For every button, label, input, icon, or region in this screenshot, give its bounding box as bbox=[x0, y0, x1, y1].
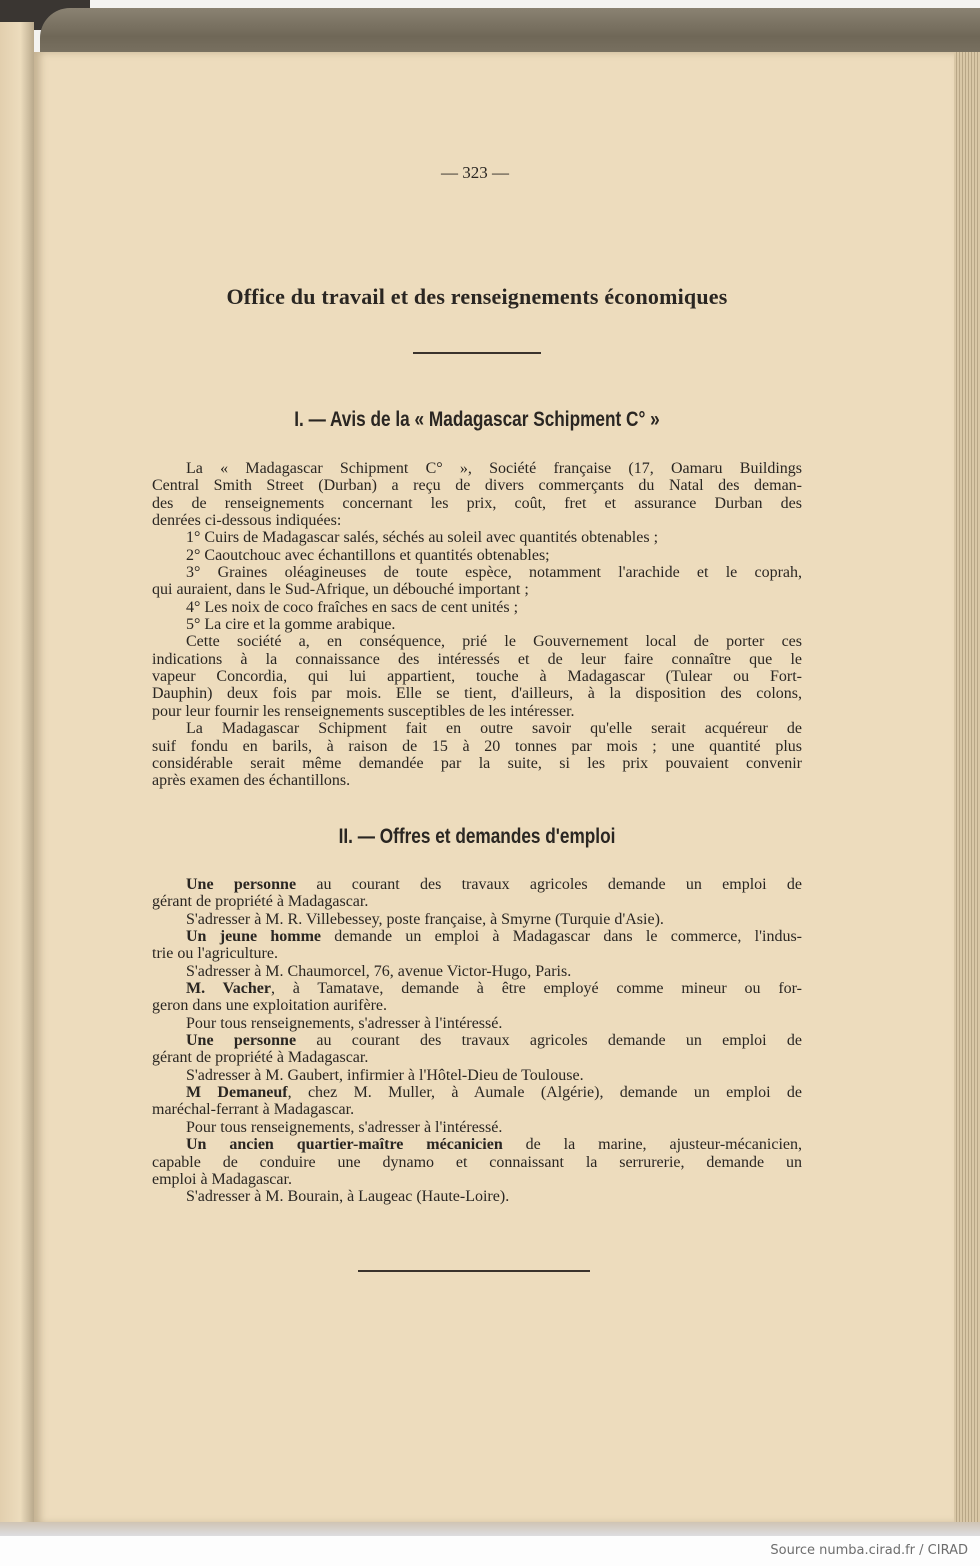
line-text: emploi à Madagascar. bbox=[152, 1170, 292, 1188]
text-line bbox=[152, 963, 802, 980]
text-line bbox=[152, 997, 802, 1014]
line-text: geron dans une exploitation aurifère. bbox=[152, 997, 388, 1015]
text-line bbox=[152, 512, 802, 529]
line-text: La « Madagascar Schipment C° », Société française (17, Oamaru Buildings bbox=[186, 460, 802, 477]
text-line bbox=[152, 772, 802, 789]
text-line bbox=[152, 599, 802, 616]
text-line bbox=[152, 1188, 802, 1205]
page-bottom-shadow bbox=[0, 1522, 980, 1536]
line-text: au courant des travaux agricoles demande un emploi de bbox=[296, 1032, 802, 1050]
text-line bbox=[152, 911, 802, 928]
line-text: 3° Graines oléagineuses de toute espèce, notamment l'arachide et le coprah, bbox=[186, 564, 802, 582]
text-line bbox=[152, 876, 802, 893]
line-text: qui auraient, dans le Sud-Afrique, un débouché important ; bbox=[152, 581, 529, 599]
line-text: suif fondu en barils, à raison de 15 à 20 tonnes par mois ; une quantité plus bbox=[152, 737, 802, 755]
text-line bbox=[152, 1032, 802, 1049]
line-text: Pour tous renseignements, s'adresser à l'intéressé. bbox=[186, 1014, 503, 1032]
text-line bbox=[152, 685, 802, 702]
line-text: S'adresser à M. Bourain, à Laugeac (Haute-Loire). bbox=[186, 1188, 510, 1206]
line-text: Pour tous renseignements, s'adresser à l'intéressé. bbox=[186, 1118, 503, 1136]
text-line bbox=[152, 668, 802, 685]
line-text: indications à la connaissance des intéressés et de leur faire connaître que le bbox=[152, 650, 802, 668]
line-text: de la marine, ajusteur-mécanicien, bbox=[502, 1136, 802, 1154]
page-number: — 323 — bbox=[441, 163, 509, 182]
source-credit: Source numba.cirad.fr / CIRAD bbox=[770, 1543, 968, 1558]
line-text: , chez M. Muller, à Aumale (Algérie), demande un emploi de bbox=[287, 1084, 802, 1102]
line-text: S'adresser à M. Gaubert, infirmier à l'Hôtel-Dieu de Toulouse. bbox=[186, 1066, 584, 1084]
text-line bbox=[152, 928, 802, 945]
line-text: pour leur fournir les renseignements susceptibles de les intéresser. bbox=[152, 702, 575, 720]
text-line bbox=[152, 703, 802, 720]
text-line bbox=[152, 1015, 802, 1032]
line-text: demande un emploi à Madagascar dans le commerce, l'indus- bbox=[321, 928, 802, 946]
text-line bbox=[152, 581, 802, 598]
text-line bbox=[152, 720, 802, 737]
line-text: des de renseignements concernant les prix, coût, fret et assurance Durban des bbox=[152, 494, 802, 512]
text-line bbox=[152, 1067, 802, 1084]
text-line bbox=[152, 893, 802, 910]
book-page-edges bbox=[40, 8, 980, 56]
section-1-heading: I. — Avis de la « Madagascar Schipment C° » bbox=[294, 408, 660, 431]
line-text: 2° Caoutchouc avec échantillons et quantités obtenables; bbox=[186, 546, 550, 564]
page-title: Office du travail et des renseignements économiques bbox=[226, 284, 728, 309]
line-text: 4° Les noix de coco fraîches en sacs de cent unités ; bbox=[186, 598, 519, 616]
end-divider bbox=[358, 1270, 590, 1272]
text-line bbox=[152, 980, 802, 997]
line-text: , à Tamatave, demande à être employé comme mineur ou for- bbox=[270, 980, 802, 998]
text-line bbox=[152, 945, 802, 962]
bold-lead: Un ancien quartier-maître mécanicien bbox=[186, 1136, 503, 1154]
line-text: gérant de propriété à Madagascar. bbox=[152, 893, 369, 911]
line-text: Central Smith Street (Durban) a reçu de divers commerçants du Natal des deman- bbox=[152, 477, 802, 495]
text-line bbox=[152, 460, 802, 477]
line-text: gérant de propriété à Madagascar. bbox=[152, 1049, 369, 1067]
line-text: trie ou l'agriculture. bbox=[152, 945, 278, 963]
text-line bbox=[152, 738, 802, 755]
bold-lead: Un jeune homme bbox=[186, 928, 322, 946]
line-text: denrées ci-dessous indiquées: bbox=[152, 512, 342, 530]
line-text: S'adresser à M. Chaumorcel, 76, avenue Victor-Hugo, Paris. bbox=[186, 962, 572, 980]
text-line bbox=[152, 633, 802, 650]
text-line bbox=[152, 755, 802, 772]
text-line bbox=[152, 477, 802, 494]
bold-lead: Une personne bbox=[186, 1032, 297, 1050]
page-stack-edge bbox=[954, 52, 980, 1522]
bold-lead: M. Vacher bbox=[186, 980, 271, 998]
line-text: Cette société a, en conséquence, prié le Gouvernement local de porter ces bbox=[186, 633, 802, 651]
text-line bbox=[152, 616, 802, 633]
line-text: capable de conduire une dynamo et connaissant la serrurerie, demande un bbox=[152, 1153, 802, 1171]
line-text: Dauphin) deux fois par mois. Elle se tient, d'ailleurs, à la disposition des colons, bbox=[152, 685, 802, 703]
section-2-body bbox=[152, 876, 802, 1206]
section-2-heading: II. — Offres et demandes d'emploi bbox=[338, 825, 616, 848]
text-line bbox=[152, 1101, 802, 1118]
text-line bbox=[152, 1136, 802, 1153]
left-page-strip bbox=[0, 22, 34, 1522]
line-text: vapeur Concordia, qui lui appartient, touche à Madagascar (Tulear ou Fort- bbox=[152, 668, 802, 686]
bold-lead: Une personne bbox=[186, 876, 297, 893]
line-text: 5° La cire et la gomme arabique. bbox=[186, 616, 396, 634]
text-line bbox=[152, 651, 802, 668]
text-line bbox=[152, 1049, 802, 1066]
title-divider bbox=[413, 352, 541, 354]
line-text: La Madagascar Schipment fait en outre savoir qu'elle serait acquéreur de bbox=[186, 720, 802, 738]
line-text: après examen des échantillons. bbox=[152, 772, 351, 790]
text-line bbox=[152, 1171, 802, 1188]
line-text: maréchal-ferrant à Madagascar. bbox=[152, 1101, 355, 1119]
text-line bbox=[152, 1119, 802, 1136]
text-line bbox=[152, 529, 802, 546]
text-line bbox=[152, 495, 802, 512]
line-text: considérable serait même demandée par la suite, si les prix pouvaient convenir bbox=[152, 754, 802, 772]
bold-lead: M Demaneuf bbox=[186, 1084, 288, 1102]
section-1-body bbox=[152, 460, 802, 790]
line-text: 1° Cuirs de Madagascar salés, séchés au soleil avec quantités obtenables ; bbox=[186, 529, 659, 547]
line-text: au courant des travaux agricoles demande un emploi de bbox=[296, 876, 802, 893]
text-line bbox=[152, 1154, 802, 1171]
text-line bbox=[152, 547, 802, 564]
text-line bbox=[152, 1084, 802, 1101]
line-text: S'adresser à M. R. Villebessey, poste française, à Smyrne (Turquie d'Asie). bbox=[186, 910, 664, 928]
text-line bbox=[152, 564, 802, 581]
